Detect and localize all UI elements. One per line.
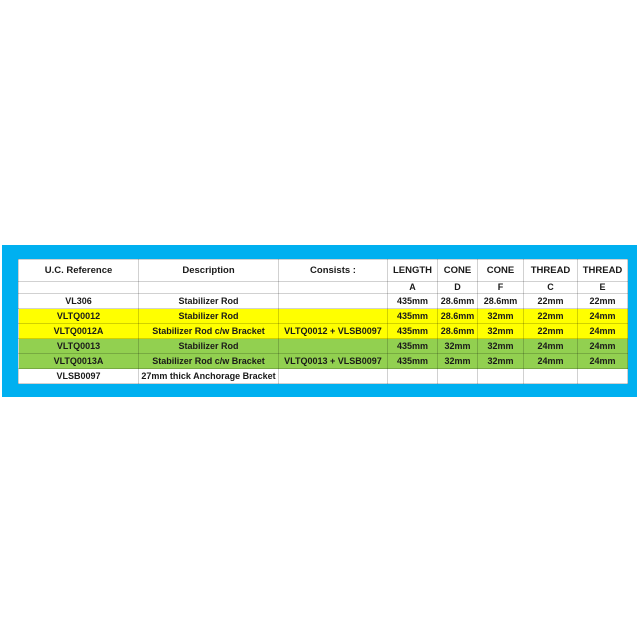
col-header-thread-e: THREAD bbox=[578, 260, 628, 282]
cell-consists bbox=[279, 294, 388, 309]
cell-consists bbox=[279, 309, 388, 324]
cell-consists bbox=[279, 369, 388, 384]
cell-ref: VLTQ0013A bbox=[19, 354, 139, 369]
table-row-vl306 bbox=[19, 294, 628, 309]
cell-description: Stabilizer Rod c/w Bracket bbox=[139, 354, 279, 369]
cell-ref: VL306 bbox=[19, 294, 139, 309]
header-row-1 bbox=[19, 260, 628, 282]
cell-description: 27mm thick Anchorage Bracket bbox=[139, 369, 279, 384]
col-subheader-c: C bbox=[524, 282, 578, 294]
col-subheader-blank bbox=[139, 282, 279, 294]
cell-thread-c: 22mm bbox=[524, 294, 578, 309]
cell-length-a: 435mm bbox=[388, 339, 438, 354]
cell-thread-e: 24mm bbox=[578, 309, 628, 324]
col-header-uc-reference: U.C. Reference bbox=[19, 260, 139, 282]
cell-thread-c: 22mm bbox=[524, 309, 578, 324]
col-header-length: LENGTH bbox=[388, 260, 438, 282]
cell-ref: VLTQ0013 bbox=[19, 339, 139, 354]
cell-cone-d: 32mm bbox=[438, 354, 478, 369]
col-subheader-f: F bbox=[478, 282, 524, 294]
cell-thread-e: 24mm bbox=[578, 324, 628, 339]
cell-thread-c: 22mm bbox=[524, 324, 578, 339]
table-row-vltq0012a bbox=[19, 324, 628, 339]
cell-cone-d: 28.6mm bbox=[438, 294, 478, 309]
cell-consists: VLTQ0013 + VLSB0097 bbox=[279, 354, 388, 369]
cell-length-a bbox=[388, 369, 438, 384]
table-row-vlsb0097 bbox=[19, 369, 628, 384]
col-header-consists: Consists : bbox=[279, 260, 388, 282]
cell-length-a: 435mm bbox=[388, 294, 438, 309]
cell-cone-d: 28.6mm bbox=[438, 324, 478, 339]
col-subheader-d: D bbox=[438, 282, 478, 294]
blue-frame bbox=[2, 245, 637, 397]
cell-cone-f bbox=[478, 369, 524, 384]
cell-length-a: 435mm bbox=[388, 354, 438, 369]
cell-length-a: 435mm bbox=[388, 309, 438, 324]
table-row-vltq0013 bbox=[19, 339, 628, 354]
cell-thread-e: 22mm bbox=[578, 294, 628, 309]
cell-cone-d bbox=[438, 369, 478, 384]
cell-cone-d: 28.6mm bbox=[438, 309, 478, 324]
col-subheader-a: A bbox=[388, 282, 438, 294]
cell-cone-f: 32mm bbox=[478, 324, 524, 339]
cell-thread-c bbox=[524, 369, 578, 384]
cell-thread-e bbox=[578, 369, 628, 384]
cell-thread-c: 24mm bbox=[524, 354, 578, 369]
cell-ref: VLTQ0012A bbox=[19, 324, 139, 339]
col-header-cone-f: CONE bbox=[478, 260, 524, 282]
cell-cone-d: 32mm bbox=[438, 339, 478, 354]
col-header-thread-c: THREAD bbox=[524, 260, 578, 282]
cell-ref: VLTQ0012 bbox=[19, 309, 139, 324]
col-header-description: Description bbox=[139, 260, 279, 282]
product-table bbox=[18, 259, 628, 384]
cell-consists bbox=[279, 339, 388, 354]
cell-description: Stabilizer Rod bbox=[139, 294, 279, 309]
cell-length-a: 435mm bbox=[388, 324, 438, 339]
cell-thread-e: 24mm bbox=[578, 339, 628, 354]
cell-thread-e: 24mm bbox=[578, 354, 628, 369]
cell-description: Stabilizer Rod bbox=[139, 339, 279, 354]
cell-cone-f: 28.6mm bbox=[478, 294, 524, 309]
table-row-vltq0013a bbox=[19, 354, 628, 369]
cell-description: Stabilizer Rod c/w Bracket bbox=[139, 324, 279, 339]
col-header-cone-d: CONE bbox=[438, 260, 478, 282]
cell-consists: VLTQ0012 + VLSB0097 bbox=[279, 324, 388, 339]
cell-thread-c: 24mm bbox=[524, 339, 578, 354]
table-row-vltq0012 bbox=[19, 309, 628, 324]
col-subheader-e: E bbox=[578, 282, 628, 294]
col-subheader-blank bbox=[279, 282, 388, 294]
cell-description: Stabilizer Rod bbox=[139, 309, 279, 324]
col-subheader-blank bbox=[19, 282, 139, 294]
cell-cone-f: 32mm bbox=[478, 339, 524, 354]
cell-cone-f: 32mm bbox=[478, 354, 524, 369]
header-row-2 bbox=[19, 282, 628, 294]
cell-ref: VLSB0097 bbox=[19, 369, 139, 384]
cell-cone-f: 32mm bbox=[478, 309, 524, 324]
